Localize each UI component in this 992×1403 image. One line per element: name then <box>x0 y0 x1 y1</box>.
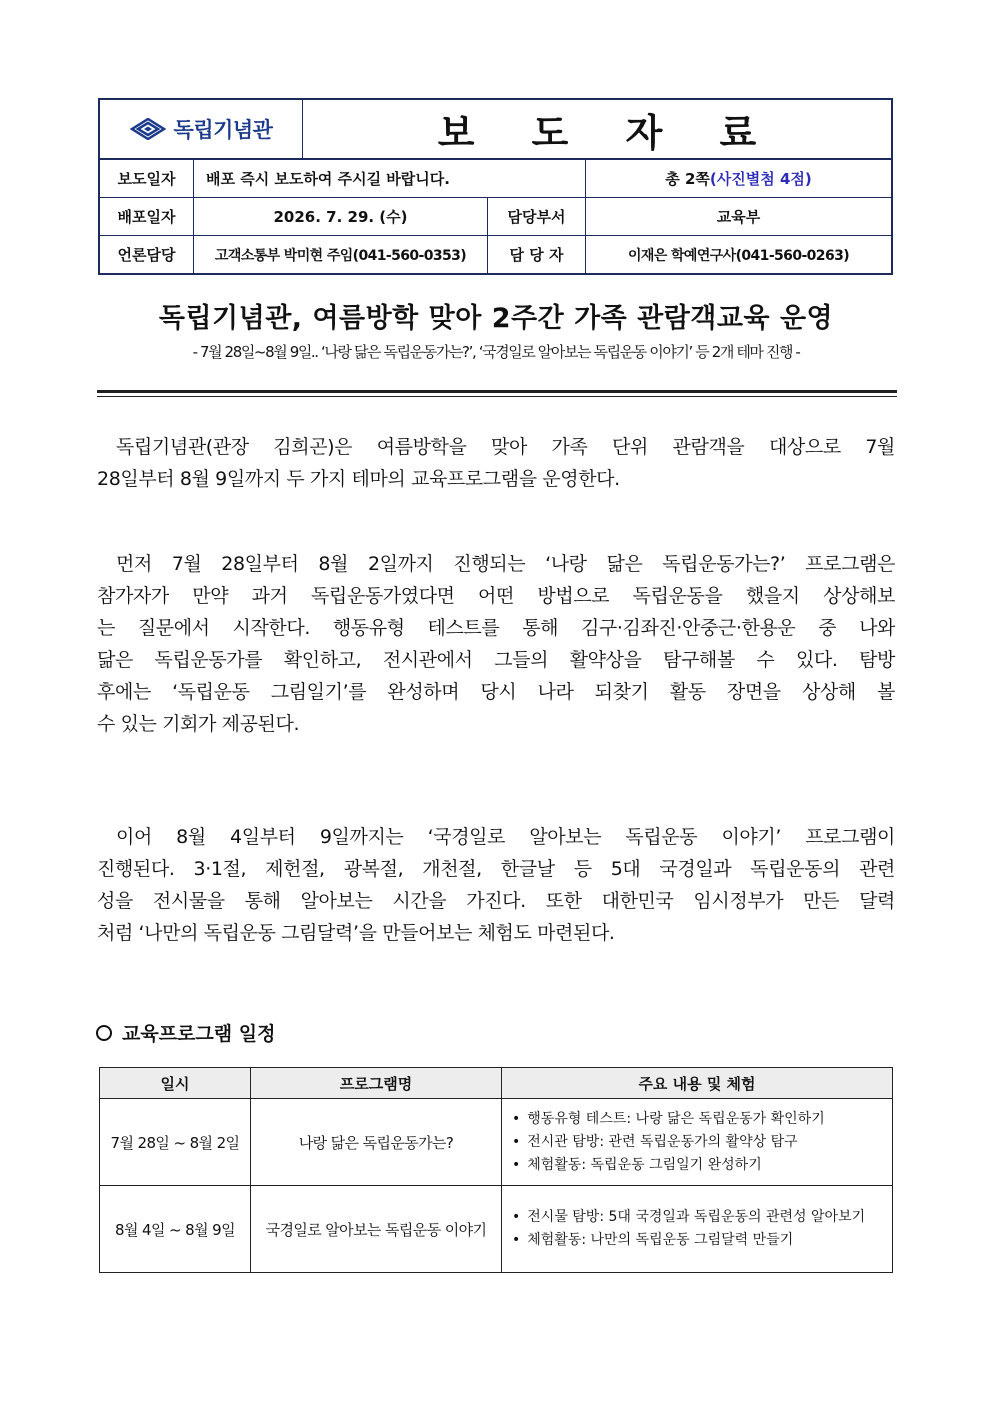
schedule-date: 8월 4일 ~ 8월 9일 <box>100 1186 251 1273</box>
header-row-report-date <box>100 160 891 198</box>
list-item: • 전시관 탐방: 관련 독립운동가의 활약상 탐구 <box>512 1131 892 1154</box>
release-date-value: 2026. 7. 29. (수) <box>194 198 488 235</box>
page-count <box>586 160 891 197</box>
program-activities <box>502 1099 893 1186</box>
logo-text: 독립기념관 <box>173 118 273 142</box>
press-contact-value: 고객소통부 박미현 주임(041-560-0353) <box>194 236 488 273</box>
report-date-label: 보도일자 <box>100 160 194 197</box>
paragraph-line: 는 질문에서 시작한다. 행동유형 테스트를 통해 김구·김좌진·안중근·한용운 중 나와 <box>97 617 895 639</box>
paragraph-line: 독립기념관(관장 김희곤)은 여름방학을 맞아 가족 단위 관람객을 대상으로 7월 <box>116 436 895 458</box>
headline: 독립기념관, 여름방학 맞아 2주간 가족 관람객교육 운영 <box>158 303 834 334</box>
paragraph-line: 후에는 ‘독립운동 그림일기’를 완성하며 당시 나라 되찾기 활동 장면을 상상해 볼 <box>97 681 895 703</box>
paragraph-line: 진행된다. 3·1절, 제헌절, 광복절, 개천절, 한글날 등 5대 국경일과 독립운동의 관련 <box>97 858 895 880</box>
schedule-table <box>99 1067 893 1273</box>
paragraph-line: 참가자가 만약 과거 독립운동가였다면 어떤 방법으로 독립운동을 했을지 상상해보 <box>97 585 895 607</box>
program-name: 나랑 닮은 독립운동가는? <box>251 1099 502 1186</box>
independence-hall-logo-icon <box>130 118 166 140</box>
column-header-program: 프로그램명 <box>251 1068 502 1099</box>
report-date-value: 배포 즉시 보도하여 주시길 바랍니다. <box>194 160 586 197</box>
body-paragraph-3 <box>97 821 895 949</box>
body-paragraph-2 <box>97 548 895 740</box>
program-name: 국경일로 알아보는 독립운동 이야기 <box>251 1186 502 1273</box>
header-row-release-date <box>100 198 891 236</box>
paragraph-line: 닮은 독립운동가를 확인하고, 전시관에서 그들의 활약상을 탐구해볼 수 있다. 탐방 <box>97 649 895 671</box>
press-release-header-table <box>98 98 893 275</box>
program-activities <box>502 1186 893 1273</box>
header-top-row <box>100 100 891 160</box>
paragraph-line: 28일부터 8월 9일까지 두 가지 테마의 교육프로그램을 운영한다. <box>97 468 620 490</box>
header-row-contacts <box>100 236 891 273</box>
list-item: • 체험활동: 나만의 독립운동 그림달력 만들기 <box>512 1229 892 1252</box>
headline-divider-thin <box>97 396 897 397</box>
department-value: 교육부 <box>716 208 761 226</box>
circle-bullet-icon <box>96 1025 112 1041</box>
paragraph-line: 이어 8월 4일부터 9일까지는 ‘국경일로 알아보는 독립운동 이야기’ 프로그램이 <box>116 826 895 848</box>
schedule-heading <box>96 1019 275 1046</box>
headline-divider-thick <box>97 390 897 393</box>
paragraph-line: 처럼 ‘나만의 독립운동 그림달력’을 만들어보는 체험도 마련된다. <box>97 922 615 944</box>
paragraph-line: 먼저 7월 28일부터 8월 2일까지 진행되는 ‘나랑 닮은 독립운동가는?’ 프로그램은 <box>116 553 895 575</box>
paragraph-line: 수 있는 기회가 제공된다. <box>97 713 300 735</box>
photo-attachment-count: (사진별첨 4점) <box>709 170 812 188</box>
body-paragraph-1 <box>97 431 895 495</box>
subheadline: - 7월 28일~8월 9일.. ‘나랑 닮은 독립운동가는?’, ‘국경일로 알아보는 독립운동 이야기’ 등 2개 테마 진행 - <box>192 343 800 361</box>
table-row <box>100 1099 893 1186</box>
schedule-heading-text: 교육프로그램 일정 <box>122 1023 276 1045</box>
column-header-date: 일시 <box>100 1068 251 1099</box>
staff-contact-label: 담 당 자 <box>488 236 586 273</box>
document-type-title: 보 도 자 료 <box>437 110 779 155</box>
list-item: • 전시물 탐방: 5대 국경일과 독립운동의 관련성 알아보기 <box>512 1206 892 1229</box>
schedule-header-row <box>100 1068 893 1099</box>
staff-contact-value: 이재은 학예연구사(041-560-0263) <box>627 247 850 264</box>
table-row <box>100 1186 893 1273</box>
logo <box>100 100 303 158</box>
paragraph-line: 성을 전시물을 통해 알아보는 시간을 가진다. 또한 대한민국 임시정부가 만든 달력 <box>97 890 895 912</box>
press-contact-label: 언론담당 <box>100 236 194 273</box>
list-item: • 체험활동: 독립운동 그림일기 완성하기 <box>512 1154 892 1177</box>
release-date-label: 배포일자 <box>100 198 194 235</box>
list-item: • 행동유형 테스트: 나랑 닮은 독립운동가 확인하기 <box>512 1108 892 1131</box>
department-label: 담당부서 <box>488 198 586 235</box>
column-header-content: 주요 내용 및 체험 <box>502 1068 893 1099</box>
schedule-date: 7월 28일 ~ 8월 2일 <box>100 1099 251 1186</box>
page-count-text: 총 2쪽 <box>665 170 710 188</box>
